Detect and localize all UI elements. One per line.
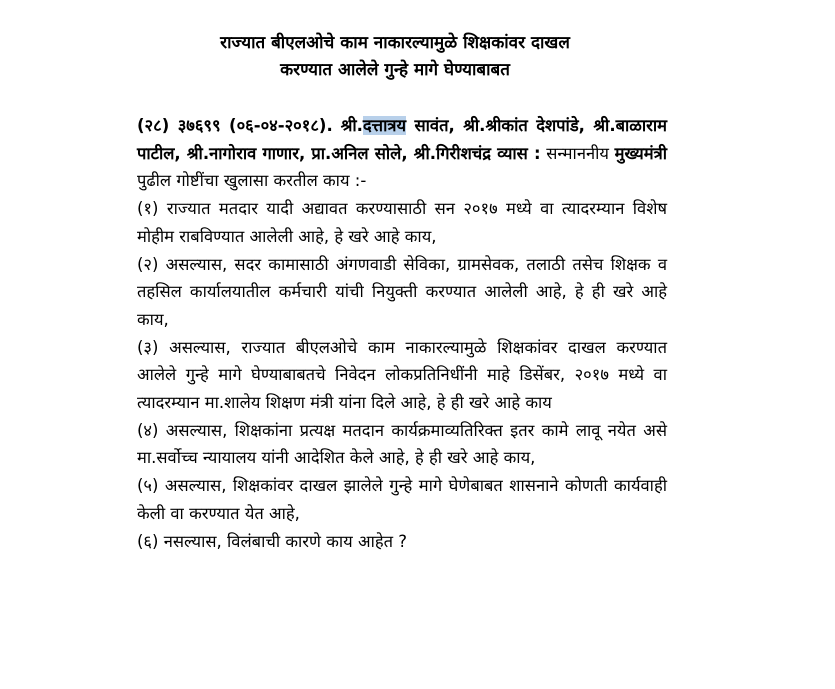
question-item-3: (३) असल्यास, राज्यात बीएलओचे काम नाकारल्यामुळे शिक्षकांवर दाखल करण्यात आलेले गुन्हे मागे घेण्याबाबतचे निवेदन लोकप्रतिनिधींनी माहे डिसेंबर, २०१७ मध्ये वा त्यादरम्यान मा.शालेय शिक्षण मंत्री यांना दिले आहे, हे ही खरे आहे काय	[137, 337, 667, 413]
question-intro	[137, 112, 667, 195]
title-line-1: राज्यात बीएलओचे काम नाकारल्यामुळे शिक्षकांवर दाखल	[220, 33, 570, 53]
title-line-2: करण्यात आलेले गुन्हे मागे घेण्याबाबत	[280, 60, 510, 80]
question-item-2: (२) असल्यास, सदर कामासाठी अंगणवाडी सेविका, ग्रामसेवक, तलाठी तसेच शिक्षक व तहसिल कार्यालयातील कर्मचारी यांची नियुक्ती करण्यात आलेली आहे, हे ही खरे आहे काय,	[137, 254, 667, 329]
question-body	[137, 112, 667, 555]
question-item-5: (५) असल्यास, शिक्षकांवर दाखल झालेले गुन्हे मागे घेणेबाबत शासनाने कोणती कार्यवाही केली वा करण्यात येत आहे,	[137, 476, 667, 523]
question-item-6: (६) नसल्यास, विलंबाची कारणे काय आहेत ?	[137, 531, 408, 551]
question-reference: (२८) ३७६९९ (०६-०४-२०१८).	[137, 116, 333, 135]
document-title	[180, 30, 610, 84]
question-item-1: (१) राज्यात मतदार यादी अद्यावत करण्यासाठी सन २०१७ मध्ये वा त्यादरम्यान विशेष मोहीम राबविण्यात आलेली आहे, हे खरे आहे काय,	[137, 199, 667, 246]
highlighted-member-name[interactable]: दत्तात्रय	[362, 116, 407, 135]
member-names: सावंत, श्री.श्रीकांत देशपांडे, श्री.बाळाराम पाटील, श्री.नागोराव गाणार, प्रा.अनिल सोले, श्री.गिरीशचंद्र व्यास :	[137, 116, 667, 163]
question-item-4: (४) असल्यास, शिक्षकांना प्रत्यक्ष मतदान कार्यक्रमाव्यतिरिक्त इतर कामे लावू नयेत असे मा.सर्वोच्च न्यायालय यांनी आदेशित केले आहे, हे ही खरे आहे काय,	[137, 420, 667, 468]
member-prefix: श्री.	[340, 116, 363, 135]
minister-title: मुख्यमंत्री	[614, 143, 667, 163]
intro-text: सन्माननीय	[540, 143, 615, 163]
intro-text-rest: पुढील गोष्टींचा खुलासा करतील काय :-	[137, 171, 367, 191]
